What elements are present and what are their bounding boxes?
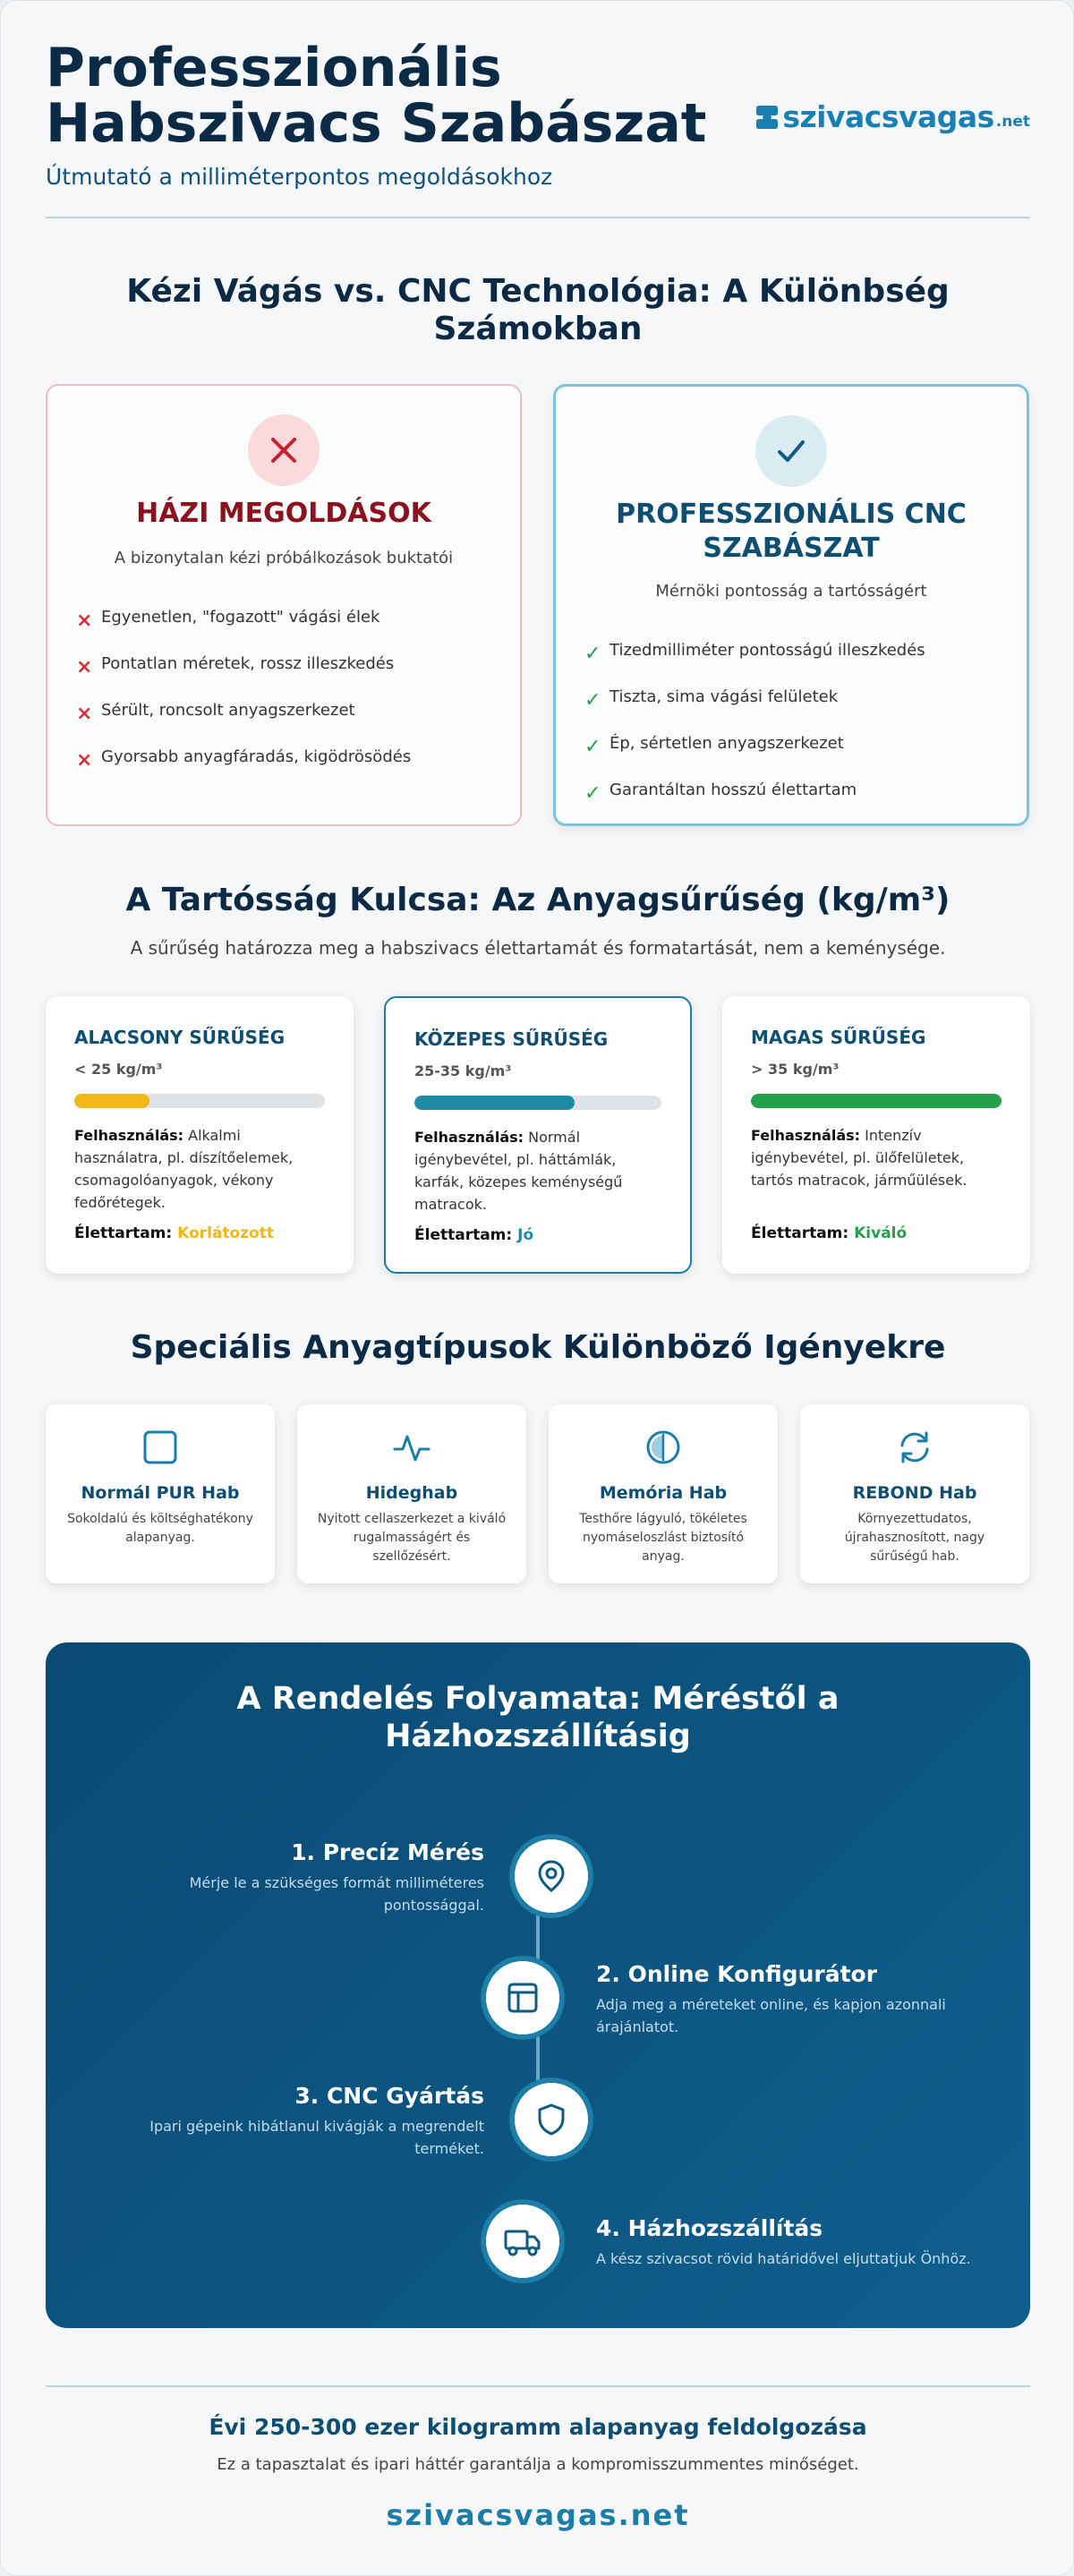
materials-title: Speciális Anyagtípusok Különböző Igényekre <box>130 1329 946 1366</box>
list-item <box>76 687 502 733</box>
check-mark-icon: ✓ <box>584 735 601 758</box>
step-2-title: 2. Online Konfigurátor <box>596 1961 878 1987</box>
memory-icon <box>644 1428 683 1467</box>
material-title: Normál PUR Hab <box>81 1483 240 1503</box>
step-1-desc: Mérje le a szükséges formát milliméteres pontossággal. <box>189 1874 484 1914</box>
step-4-title: 4. Házhozszállítás <box>596 2215 823 2241</box>
density-usage <box>414 1126 661 1226</box>
header-divider <box>46 217 1030 218</box>
density-card-low <box>46 996 354 1274</box>
order-process-panel <box>46 1642 1030 2328</box>
header <box>46 37 1030 198</box>
material-desc: Környezettudatos, újrahasznosított, nagy sűrűségű hab. <box>844 1512 985 1564</box>
material-desc: Sokoldalú és költséghatékony alapanyag. <box>67 1512 253 1545</box>
layout-icon <box>481 1956 565 2040</box>
cnc-list <box>584 627 1009 813</box>
density-bar-fill <box>414 1096 575 1110</box>
density-lifetime <box>74 1224 325 1242</box>
list-item-text: Sérült, roncsolt anyagszerkezet <box>101 700 355 720</box>
list-item <box>584 766 1009 813</box>
material-title: REBOND Hab <box>852 1483 977 1503</box>
density-usage <box>751 1124 1002 1224</box>
density-lifetime <box>751 1224 1002 1242</box>
density-range: < 25 kg/m³ <box>74 1061 163 1078</box>
cnc-card <box>553 384 1029 826</box>
density-desc: A sűrűség határozza meg a habszivacs élettartamát és formatartását, nem a keménysége. <box>130 937 946 959</box>
footer-site-link[interactable]: szivacsvagas.net <box>386 2498 690 2532</box>
step-1-title: 1. Precíz Mérés <box>291 1839 484 1865</box>
title-line-1: Professzionális <box>46 37 502 99</box>
logo[interactable] <box>755 99 1030 134</box>
usage-text: Alkalmi használatra, pl. díszítőelemek, csomagolóanyagok, vékony fedőrétegek. <box>74 1127 294 1211</box>
x-mark-icon: × <box>76 748 93 772</box>
list-item-text: Pontatlan méretek, rossz illeszkedés <box>101 653 395 673</box>
material-card-pur <box>46 1404 275 1583</box>
cnc-title: PROFESSZIONÁLIS CNC SZABÁSZAT <box>616 499 967 564</box>
list-item <box>584 627 1009 673</box>
material-title: Memória Hab <box>599 1483 728 1503</box>
x-mark-icon: × <box>76 609 93 632</box>
comparison-title: Kézi Vágás vs. CNC Technológia: A Különbség Számokban <box>126 273 950 347</box>
x-mark-icon: × <box>76 702 93 725</box>
recycle-icon <box>895 1428 934 1467</box>
footer-stat: Évi 250-300 ezer kilogramm alapanyag feldolgozása <box>209 2414 867 2440</box>
list-item-text: Egyenetlen, "fogazott" vágási élek <box>101 607 380 627</box>
lifetime-label: Élettartam: <box>74 1224 173 1242</box>
lifetime-label: Élettartam: <box>751 1224 849 1242</box>
density-lifetime <box>414 1226 661 1244</box>
diy-desc: A bizonytalan kézi próbálkozások buktatói <box>114 549 454 567</box>
density-range: 25-35 kg/m³ <box>414 1062 512 1079</box>
usage-text: Intenzív igénybevétel, pl. ülőfelületek, tartós matracok, járműülések. <box>751 1127 967 1189</box>
material-desc: Nyitott cellaszerkezet a kiváló rugalmasságért és szellőzésért. <box>317 1512 507 1564</box>
list-item <box>76 593 502 640</box>
density-card-medium <box>384 996 692 1274</box>
lifetime-value: Jó <box>517 1226 534 1244</box>
density-card-title: MAGAS SŰRŰSÉG <box>751 1027 926 1048</box>
lifetime-value: Kiváló <box>854 1224 908 1242</box>
step-4-desc: A kész szivacsot rövid határidővel eljuttatjuk Önhöz. <box>596 2250 971 2267</box>
lifetime-label: Élettartam: <box>414 1226 513 1244</box>
cnc-desc: Mérnöki pontosság a tartósságért <box>655 582 927 601</box>
truck-icon <box>481 2199 565 2283</box>
list-item <box>76 640 502 687</box>
density-card-title: KÖZEPES SŰRŰSÉG <box>414 1028 609 1050</box>
list-item <box>584 673 1009 720</box>
density-usage <box>74 1124 325 1224</box>
lifetime-value: Korlátozott <box>177 1224 274 1242</box>
check-mark-icon: ✓ <box>584 688 601 712</box>
usage-label: Felhasználás: <box>414 1129 524 1146</box>
material-card-rebond <box>800 1404 1029 1583</box>
usage-label: Felhasználás: <box>74 1127 184 1144</box>
pulse-icon <box>392 1428 431 1467</box>
footer-desc: Ez a tapasztalat és ipari háttér garantálja a kompromisszummentes minőséget. <box>217 2455 859 2474</box>
square-icon <box>141 1428 180 1467</box>
density-title: A Tartósság Kulcsa: Az Anyagsűrűség (kg/m³) <box>125 882 950 918</box>
x-icon <box>248 414 320 486</box>
diy-card <box>46 384 522 826</box>
material-title: Hideghab <box>365 1483 458 1503</box>
check-icon <box>755 415 827 487</box>
usage-label: Felhasználás: <box>751 1127 861 1144</box>
density-card-high <box>722 996 1030 1274</box>
page-subtitle: Útmutató a milliméterpontos megoldásokhoz <box>46 164 553 190</box>
list-item-text: Tiszta, sima vágási felületek <box>609 687 839 706</box>
logo-mark-icon <box>755 104 779 131</box>
diy-list <box>76 593 502 780</box>
list-item-text: Garantáltan hosszú élettartam <box>609 780 857 799</box>
x-mark-icon: × <box>76 655 93 678</box>
material-card-cold-foam <box>297 1404 526 1583</box>
density-range: > 35 kg/m³ <box>751 1061 840 1078</box>
density-bar <box>414 1096 661 1110</box>
check-mark-icon: ✓ <box>584 642 601 665</box>
density-bar <box>751 1094 1002 1108</box>
density-card-title: ALACSONY SŰRŰSÉG <box>74 1027 286 1048</box>
shield-icon <box>509 2077 593 2162</box>
logo-text: szivacsvagas <box>782 99 994 134</box>
check-mark-icon: ✓ <box>584 781 601 805</box>
location-pin-icon <box>509 1834 593 1918</box>
list-item <box>76 733 502 780</box>
list-item-text: Tizedmilliméter pontosságú illeszkedés <box>609 640 925 660</box>
step-3-title: 3. CNC Gyártás <box>294 2083 484 2109</box>
step-2-desc: Adja meg a méreteket online, és kapjon azonnali árajánlatot. <box>596 1996 946 2035</box>
density-bar-fill <box>74 1094 149 1108</box>
density-bar-fill <box>751 1094 1002 1108</box>
diy-title: HÁZI MEGOLDÁSOK <box>136 498 431 529</box>
density-bar <box>74 1094 325 1108</box>
material-desc: Testhőre lágyuló, tökéletes nyomáseloszlást biztosító anyag. <box>579 1512 747 1564</box>
process-title: A Rendelés Folyamata: Méréstől a Házhozszállításig <box>236 1681 840 1754</box>
step-3-desc: Ipari gépeink hibátlanul kivágják a megrendelt terméket. <box>149 2118 484 2157</box>
usage-text: Normál igénybevétel, pl. háttámlák, karfák, közepes keménységű matracok. <box>414 1129 623 1213</box>
list-item-text: Ép, sértetlen anyagszerkezet <box>609 733 844 753</box>
list-item <box>584 720 1009 766</box>
title-line-2: Habszivacs Szabászat <box>46 92 707 155</box>
logo-tld: .net <box>995 112 1030 131</box>
material-card-memory <box>549 1404 778 1583</box>
footer-divider <box>46 2385 1030 2387</box>
page-title <box>46 37 780 155</box>
list-item-text: Gyorsabb anyagfáradás, kigödrösödés <box>101 746 412 766</box>
